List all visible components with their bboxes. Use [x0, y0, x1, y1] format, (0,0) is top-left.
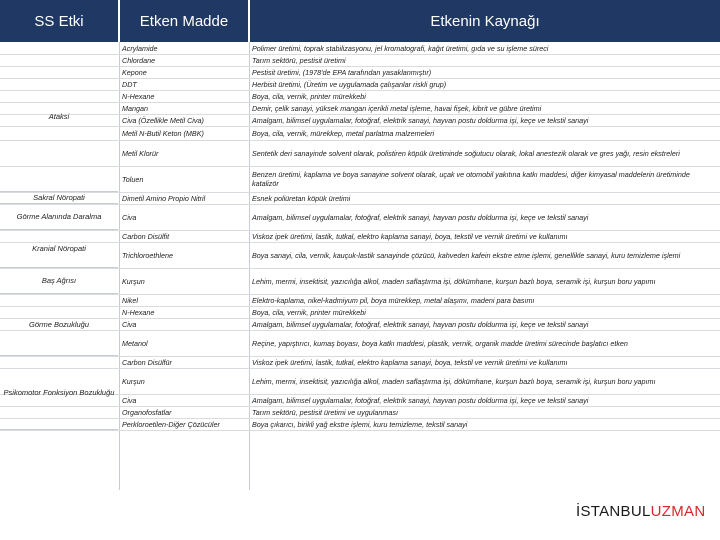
effect-group-label: Görme Alanında Daralma — [16, 212, 102, 222]
source-cell: Amalgam, bilimsel uygulamalar, fotoğraf, elektrik sanayi, hayvan postu doldurma işi, keçe ve tekstil sanayi — [252, 115, 589, 125]
source-cell: Amalgam, bilimsel uygulamalar, fotoğraf, elektrik sanayi, hayvan postu doldurma işi, keçe ve tekstil sanayi — [252, 395, 589, 405]
effect-group-label: Ataksi — [48, 112, 70, 122]
agent-cell: Carbon Disülfür — [122, 357, 172, 367]
agent-cell: N-Hexane — [122, 91, 155, 101]
agent-cell: Mangan — [122, 103, 148, 113]
header-col-etken-madde — [120, 0, 248, 42]
header-col-etkenin-kaynagi — [250, 0, 720, 42]
source-cell: Reçine, yapıştırıcı, kumaş boyası, boya katkı maddesi, plastik, vernik, organik madde üretimi sürecinde başlatıcı etken — [252, 338, 628, 348]
istanbul-uzman-logo — [576, 503, 705, 520]
agent-cell: N-Hexane — [122, 307, 155, 317]
source-cell: Herbisit üretimi, (Üretim ve uygulamada çalışanlar riskli grup) — [252, 79, 447, 89]
agent-cell: Civa — [122, 212, 137, 222]
source-cell: Benzen üretimi, kaplama ve boya sanayine solvent olarak, uçak ve otomobil yakıtına katkı maddesi, diğer kimyasal maddelerin üretiminde katalizör — [252, 170, 690, 188]
source-cell: Boya sanayi, cila, vernik, kauçuk-lastik sanayinde çözücü, kahveden kafein ekstre etme işlemi, genellikle sanayi, kuru temizleme işlemi — [252, 250, 681, 260]
agent-cell: Toluen — [122, 174, 144, 184]
agent-cell: DDT — [122, 79, 137, 89]
agent-cell: Metil N-Butil Keton (MBK) — [122, 128, 204, 138]
effect-group-label: Baş Ağrısı — [41, 276, 77, 286]
logo-part-uzman: UZMAN — [650, 503, 706, 520]
header-col-ss-etki — [0, 0, 118, 42]
agent-cell: Kepone — [122, 67, 147, 77]
source-cell: Demir, çelik sanayi, yüksek mangan içerikli metal işleme, havai fişek, kibrit ve gübre üretimi — [252, 103, 542, 113]
effect-group-label: Psikomotor Fonksiyon Bozukluğu — [3, 388, 115, 398]
agent-cell: Nikel — [122, 295, 138, 305]
group-divider — [0, 429, 118, 430]
source-cell: Boya, cila, vernik, mürekkep, metal parlatma malzemeleri — [252, 128, 435, 138]
effect-group-label: Kranial Nöropati — [32, 244, 86, 254]
source-cell: Tarım sektörü, pestisit üretimi — [252, 55, 346, 65]
source-cell: Lehim, mermi, insektisit, yazıcılığa alkol, maden saflaştırma işi, dökümhane, kurşun bazlı boya, seramik işi, kurşun boru yapımı — [252, 276, 656, 286]
source-cell: Tarım sektörü, pestisit üretimi ve uygulanması — [252, 407, 398, 417]
agent-cell: Organofosfatlar — [122, 407, 172, 417]
agent-cell: Acrylamide — [122, 43, 158, 53]
agent-cell: Dimetil Amino Propio Nitril — [122, 193, 206, 203]
source-cell: Viskoz ipek üretimi, lastik, tutkal, elektro kaplama sanayi, boya, tekstil ve vernik üretimi ve kullanımı — [252, 357, 568, 367]
agent-cell: Kurşun — [122, 276, 145, 286]
source-cell: Amalgam, bilimsel uygulamalar, fotoğraf, elektrik sanayi, hayvan postu doldurma işi, keçe ve tekstil sanayi — [252, 319, 589, 329]
source-cell: Esnek poliüretan köpük üretimi — [252, 193, 351, 203]
header-ss-etki-label: SS Etki — [34, 12, 84, 30]
effect-group-label: Görme Bozukluğu — [28, 320, 90, 330]
source-cell: Boya, cila, vernik, printer mürekkebi — [252, 91, 366, 101]
source-cell: Polimer üretimi, toprak stabilizasyonu, jel kromatografi, kağıt üretimi, gıda ve su işleme süreci — [252, 43, 549, 53]
effect-group-label: Sakral Nöropati — [33, 193, 85, 203]
source-cell: Pestisit üretimi, (1978'de EPA tarafından yasaklanmıştır) — [252, 67, 432, 77]
agent-cell: Civa (Özellikle Metil Civa) — [122, 115, 204, 125]
agent-cell: Trichloroethlene — [122, 250, 174, 260]
logo-part-istanbul: İSTANBUL — [576, 503, 651, 520]
agent-cell: Perkloroetilen-Diğer Çözücüler — [122, 419, 220, 429]
agent-cell: Kurşun — [122, 376, 145, 386]
agent-cell: Civa — [122, 319, 137, 329]
source-cell: Lehim, mermi, insektisit, yazıcılığa alkol, maden saflaştırma işi, dökümhane, kurşun bazlı boya, seramik işi, kurşun boru yapımı — [252, 376, 656, 386]
source-cell: Amalgam, bilimsel uygulamalar, fotoğraf, elektrik sanayi, hayvan postu doldurma işi, keçe ve tekstil sanayi — [252, 212, 589, 222]
agent-cell: Civa — [122, 395, 137, 405]
source-cell: Boya, cila, vernik, printer mürekkebi — [252, 307, 366, 317]
source-cell: Viskoz ipek üretimi, lastik, tutkal, elektro kaplama sanayi, boya, tekstil ve vernik üretimi ve kullanımı — [252, 231, 568, 241]
header-etkenin-kaynagi-label: Etkenin Kaynağı — [430, 12, 540, 30]
source-cell: Sentetik deri sanayinde solvent olarak, polistiren köpük üretiminde soğutucu olarak, lokal anestezik olarak ve gres yağı, resin ekstreleri — [252, 148, 680, 158]
source-cell: Elektro-kaplama, nikel-kadmiyum pil, boya mürekkep, metal alaşımı, madeni para basımı — [252, 295, 535, 305]
agent-cell: Metil Klorür — [122, 148, 159, 158]
agent-cell: Metanol — [122, 338, 148, 348]
agent-cell: Carbon Disülfit — [122, 231, 170, 241]
agent-cell: Chlordane — [122, 55, 156, 65]
source-cell: Boya çıkarıcı, birikli yağ ekstre işlemi, kuru temizleme, tekstil sanayi — [252, 419, 468, 429]
header-etken-madde-label: Etken Madde — [139, 12, 229, 30]
